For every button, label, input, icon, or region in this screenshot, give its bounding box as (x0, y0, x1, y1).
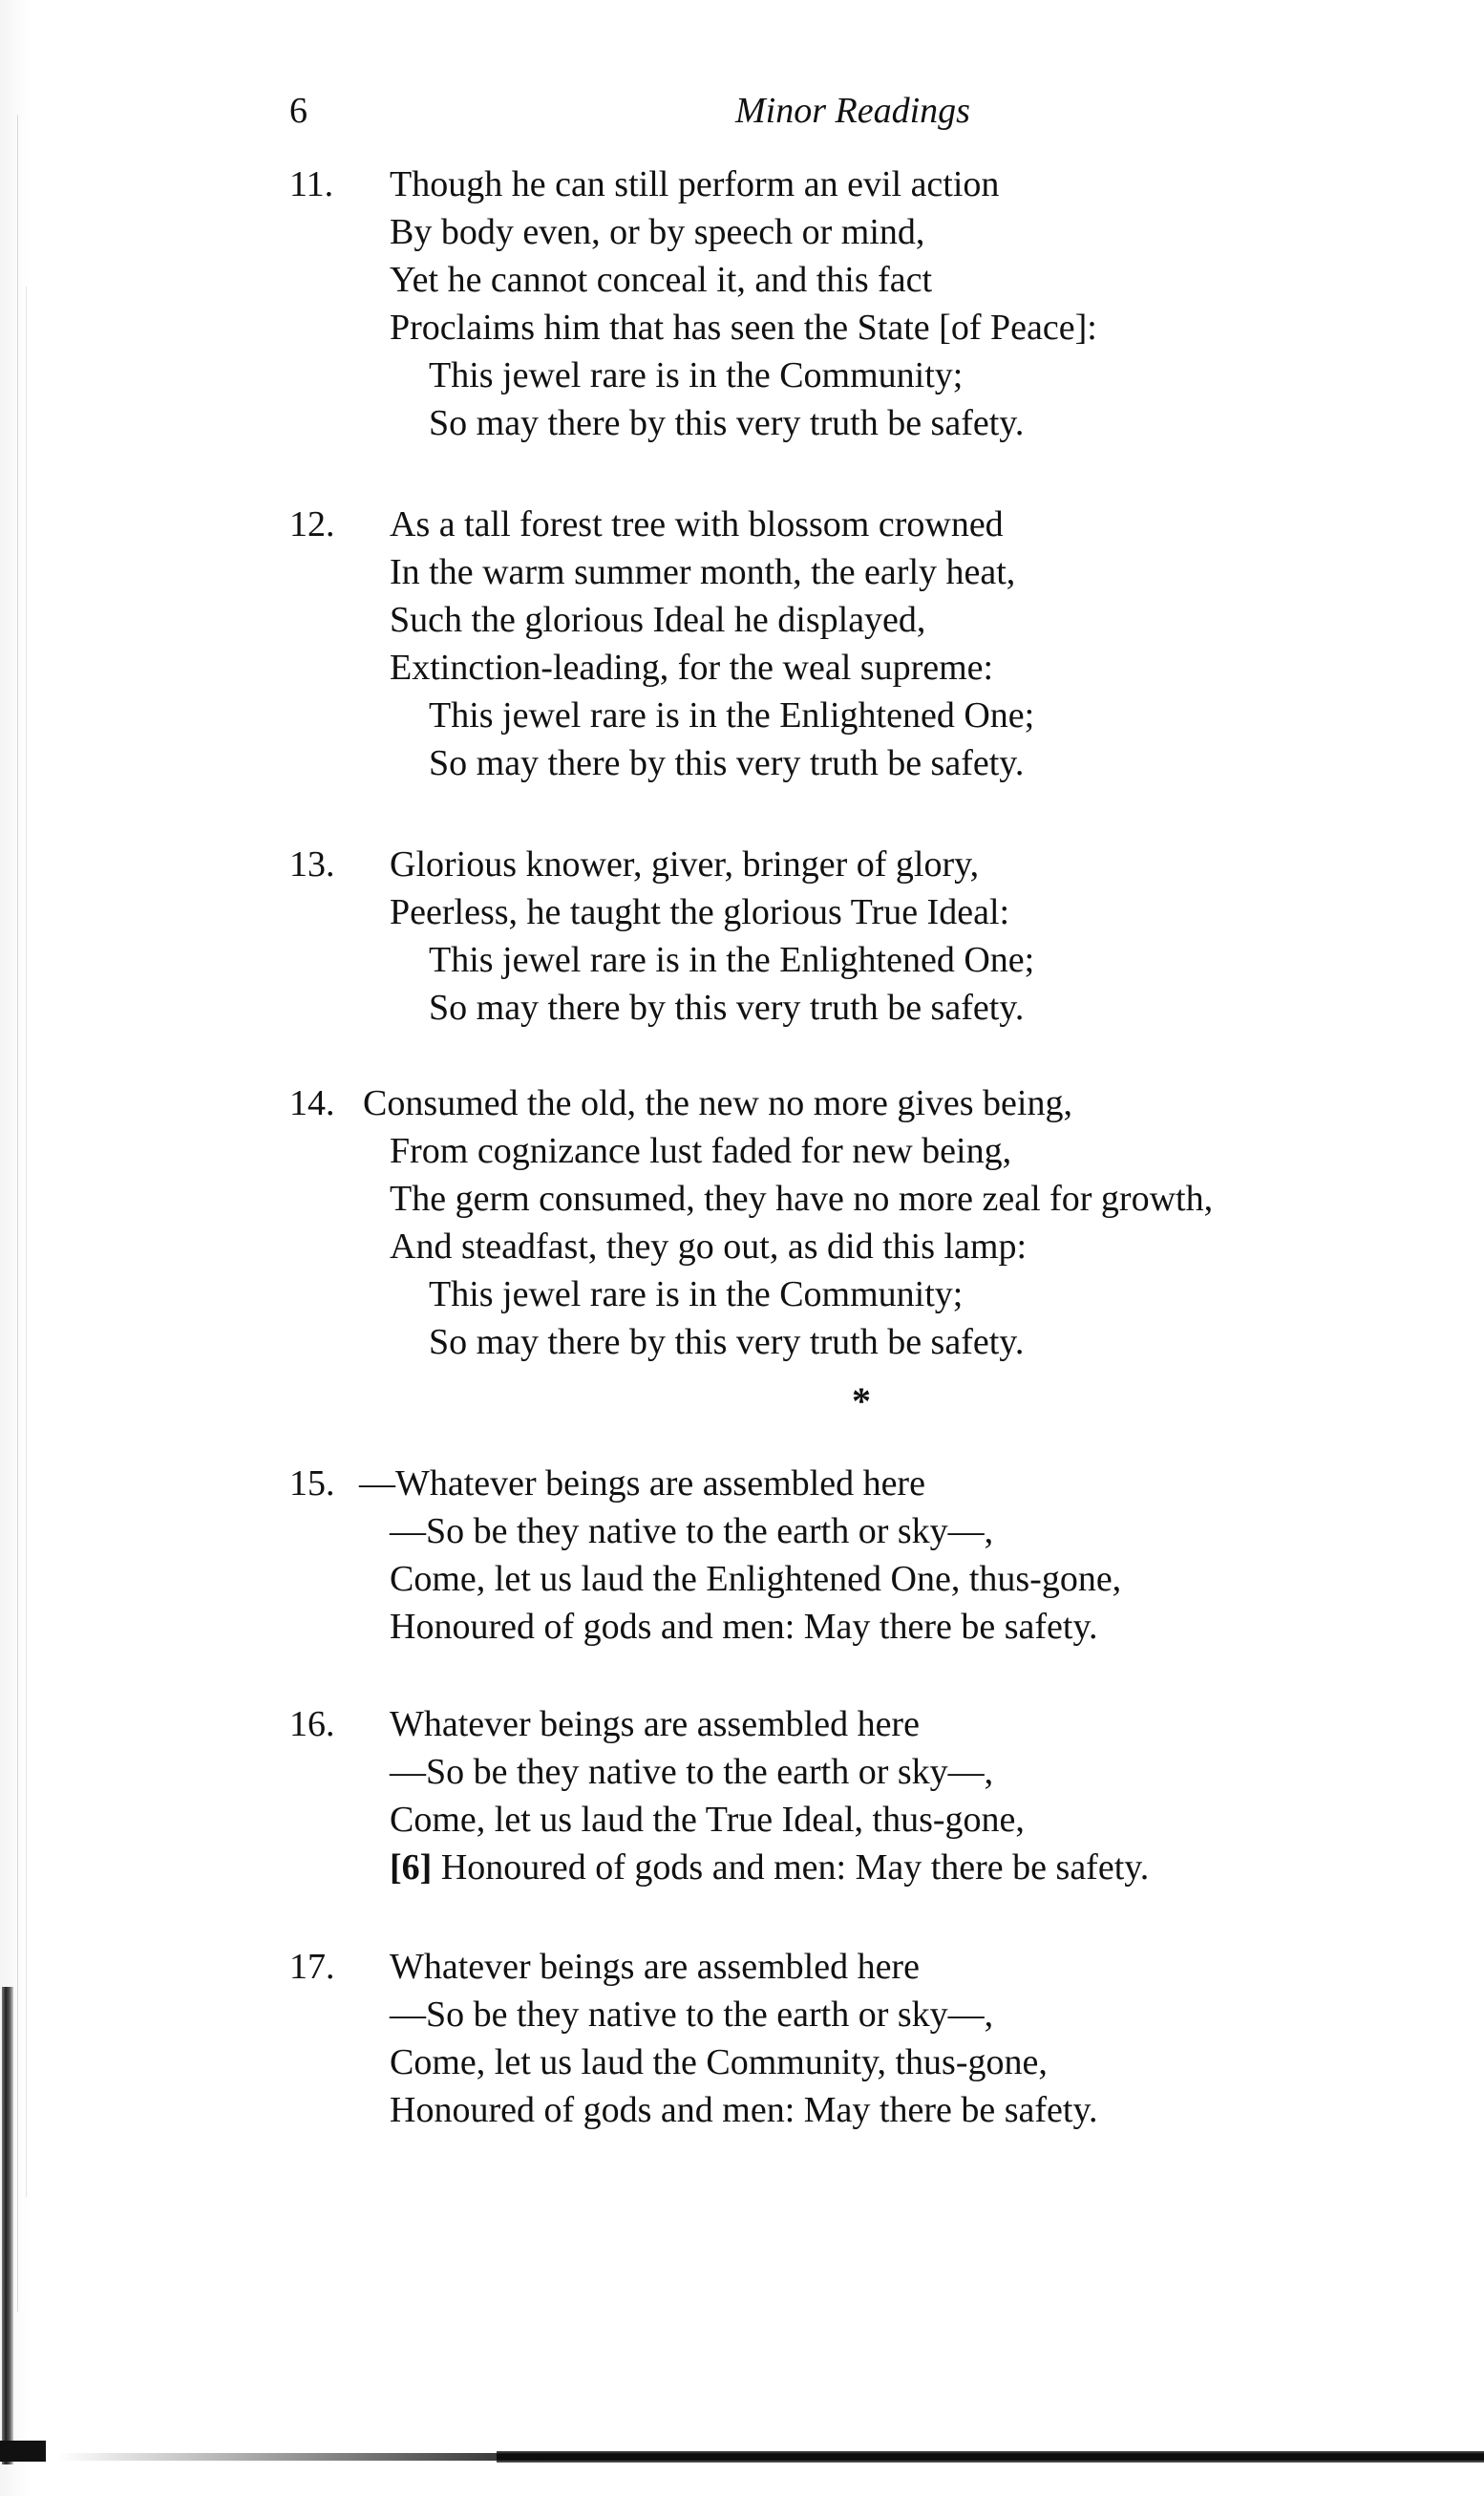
stanza-number: 15. (289, 1463, 335, 1504)
stanza-number: 14. (289, 1083, 335, 1123)
book-spine-shadow (2, 1987, 13, 2464)
section-divider-asterisk: * (852, 1379, 871, 1422)
verse-line: In the warm summer month, the early heat, (390, 552, 1016, 592)
bottom-edge-fade (57, 2453, 506, 2461)
stanza-number: 16. (289, 1704, 335, 1744)
verse-line: Peerless, he taught the glorious True Ideal: (390, 892, 1010, 932)
refrain-line: So may there by this very truth be safety. (429, 988, 1025, 1028)
stanza-number: 11. (289, 164, 334, 204)
verse-line-text: Honoured of gods and men: May there be safety. (440, 1847, 1150, 1888)
verse-line: Though he can still perform an evil action (390, 164, 1000, 204)
verse-line-with-page-marker (390, 1844, 1149, 1891)
verse-line: Come, let us laud the Community, thus-gone, (390, 2042, 1048, 2082)
verse-line: Glorious knower, giver, bringer of glory, (390, 844, 980, 885)
refrain-line: So may there by this very truth be safety. (429, 743, 1025, 783)
refrain-line: This jewel rare is in the Enlightened One; (429, 940, 1035, 980)
stanza-number: 12. (289, 504, 335, 544)
verse-line: Such the glorious Ideal he displayed, (390, 600, 926, 640)
page-number: 6 (289, 91, 307, 131)
verse-line: Yet he cannot conceal it, and this fact (390, 260, 933, 300)
verse-line: Proclaims him that has seen the State [of Peace]: (390, 308, 1097, 348)
page-edge-line (17, 115, 18, 2312)
bottom-edge-rule (497, 2451, 1484, 2463)
stanza-number: 17. (289, 1947, 335, 1987)
verse-line: Extinction-leading, for the weal supreme: (390, 648, 994, 688)
refrain-line: So may there by this very truth be safety. (429, 1322, 1025, 1362)
verse-line: Whatever beings are assembled here (390, 1704, 920, 1744)
verse-line: —Whatever beings are assembled here (359, 1463, 925, 1504)
refrain-line: This jewel rare is in the Community; (429, 355, 964, 395)
stanza-number: 13. (289, 844, 335, 885)
verse-line: Whatever beings are assembled here (390, 1947, 920, 1987)
book-spine-foot (0, 2441, 46, 2462)
verse-line: Consumed the old, the new no more gives being, (363, 1083, 1072, 1123)
refrain-line: This jewel rare is in the Community; (429, 1274, 964, 1314)
refrain-line: So may there by this very truth be safety. (429, 403, 1025, 443)
running-title: Minor Readings (735, 91, 970, 131)
verse-line: Honoured of gods and men: May there be safety. (390, 1607, 1098, 1647)
page-marker: [6] (390, 1847, 433, 1888)
verse-line: As a tall forest tree with blossom crowned (390, 504, 1004, 544)
verse-line: —So be they native to the earth or sky—, (390, 1752, 994, 1792)
page-edge-line (26, 287, 27, 2197)
refrain-line: This jewel rare is in the Enlightened One; (429, 695, 1035, 736)
verse-line: Come, let us laud the True Ideal, thus-gone, (390, 1800, 1025, 1840)
verse-line: Come, let us laud the Enlightened One, thus-gone, (390, 1559, 1122, 1599)
verse-line: By body even, or by speech or mind, (390, 212, 925, 252)
verse-line: From cognizance lust faded for new being, (390, 1131, 1012, 1171)
verse-line: The germ consumed, they have no more zeal for growth, (390, 1179, 1214, 1219)
verse-line: —So be they native to the earth or sky—, (390, 1511, 994, 1551)
verse-line: —So be they native to the earth or sky—, (390, 1995, 994, 2035)
verse-line: Honoured of gods and men: May there be safety. (390, 2090, 1098, 2130)
verse-line: And steadfast, they go out, as did this lamp: (390, 1227, 1028, 1267)
